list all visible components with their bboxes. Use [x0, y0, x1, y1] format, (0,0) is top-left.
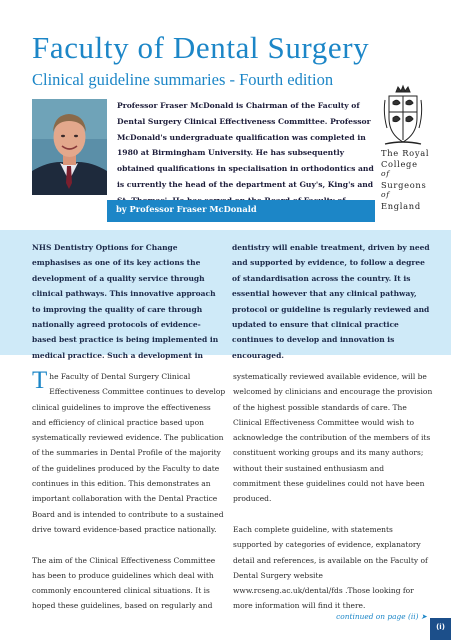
body-paragraph: Each complete guideline, with statements supported by categories of evidence, explanatory detail and references, is available on the Faculty of Dental Surgery website www.rcseng.ac.uk/dental/fds .Those looking for more information will find it there. [233, 524, 428, 611]
body-paragraph: The aim of the Clinical Effectiveness Committee has been to produce guidelines which deal with commonly encountered clinical situations. It is hoped these guidelines, based on regularly and [32, 555, 216, 611]
byline: by Professor Fraser McDonald [116, 204, 257, 214]
author-bio: Professor Fraser McDonald is Chairman of the Faculty of Dental Surgery Clinical Effectiveness Committee. Professor McDonald's undergraduate qualification was completed in 1980 at Birmingham University. He has subsequently obtained qualifications in specialisation in orthodontics and is currently the head of the department at Guy's, King's and [117, 101, 374, 189]
college-name-line: College [381, 158, 418, 169]
college-name-line: Surgeons [381, 179, 427, 190]
byline-bar [107, 200, 375, 222]
continued-link[interactable]: continued on page (ii) ➤ [336, 612, 427, 621]
author-photo [32, 99, 107, 195]
page-number-tab [430, 618, 451, 640]
body-paragraph-text: he Faculty of Dental Surgery Clinical Effectiveness Committee continues to develop clinical guidelines to improve the effectiveness and efficiency of clinical practice based upon systematically reviewed evidence. The publication of the summaries in Dental Profile of the majority of the guidelines produced by the Faculty to date continues in this edition. This demonstrates an important collaboration with the Dental Practice Board and is intended to contribute to a sustained drive toward evidence-based practice nationally. [32, 372, 226, 534]
college-name-line: of [381, 169, 390, 179]
body-column-right [233, 369, 433, 614]
college-name-line: of [381, 190, 390, 200]
body-column-left [32, 369, 227, 614]
intro-column-right: dentistry will enable treatment, driven by need and supported by evidence, to follow a degree of standardisation across the country. It is essential however that any clinical pathway, protocol or guideline is regularly reviewed and updated to ensure that clinical practice continues to develop and innovation is encouraged. [232, 243, 430, 360]
college-name-line: The Royal [381, 148, 430, 158]
page-title: Faculty of Dental Surgery [32, 30, 370, 65]
college-name [381, 148, 441, 212]
royal-college-crest-icon [381, 84, 425, 148]
intro-box [0, 230, 451, 360]
body-paragraph: systematically reviewed available evidence, will be welcomed by clinicians and encourage the provision of the highest possible standards of care. The Clinical Effectiveness Committee would wish to acknowledge the contribution of the members of its constituent working groups and its many authors; without their sustained enthusiasm and commitment these guidelines could not have been produced. [233, 372, 433, 504]
college-name-line: England [381, 200, 421, 211]
drop-cap: T [32, 367, 48, 394]
page-subtitle: Clinical guideline summaries - Fourth edition [32, 70, 334, 89]
page-number: (i) [436, 623, 445, 631]
body-paragraph [32, 369, 227, 537]
intro-column-left: NHS Dentistry Options for Change emphasises as one of its key actions the development of a quality service through clinical pathways. This innovative approach to improving the quality of care through nationally agreed protocols of evidence-based best practice is being implemented in medical practice. Such a development in [32, 243, 219, 360]
